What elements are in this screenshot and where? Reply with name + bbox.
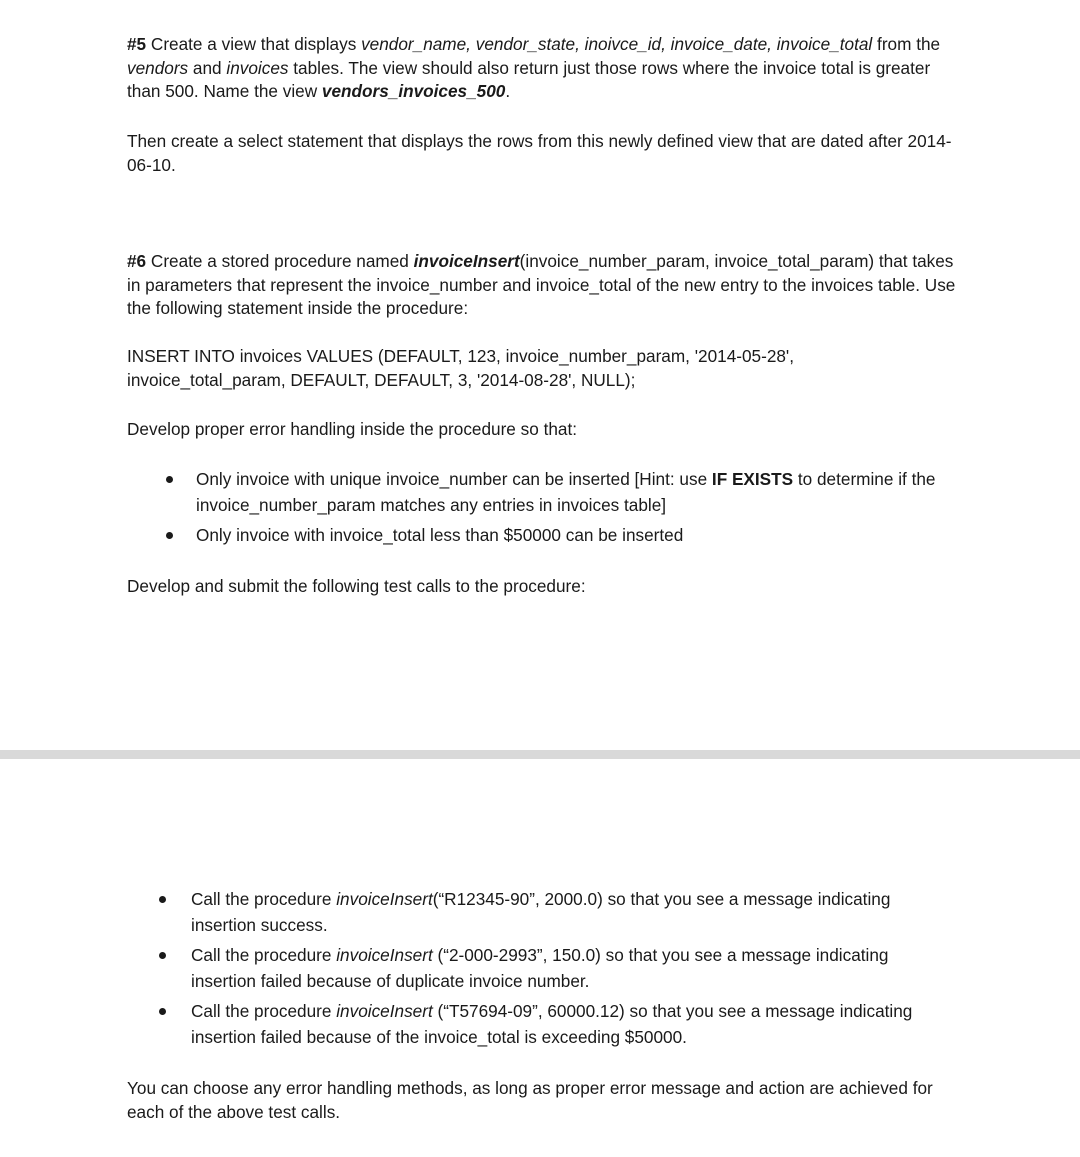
- q5-paragraph: [127, 33, 957, 104]
- q6-proc-name: invoiceInsert: [413, 251, 520, 271]
- list-item: [196, 522, 956, 548]
- q6-number: #6: [127, 251, 147, 271]
- page-separator: [0, 750, 1080, 759]
- q5-text: from the: [872, 34, 941, 54]
- list-item: [191, 886, 951, 938]
- q6-text: (invoice_number_param, invoice_total_param) that takes in parameters that represent the invoice_number and invoice_total of the new entry to the invoices table. Use the following statement inside the procedure:: [127, 251, 956, 318]
- q5-text: and: [188, 57, 227, 78]
- rules-list: [196, 466, 956, 548]
- bullet-icon: [159, 896, 166, 903]
- rule-keyword: IF EXISTS: [711, 469, 794, 489]
- list-item: [191, 942, 951, 994]
- q6-paragraph: [127, 250, 957, 321]
- q5-table-invoices: invoices: [226, 57, 289, 78]
- test-proc-name: invoiceInsert: [336, 945, 433, 965]
- q5-select-paragraph: Then create a select statement that displays the rows from this newly defined view that are dated after 2014-06-10.: [127, 131, 952, 175]
- tests-intro: Develop and submit the following test calls to the procedure:: [127, 576, 586, 596]
- sql-line-2: invoice_total_param, DEFAULT, DEFAULT, 3, '2014-08-28', NULL);: [127, 369, 636, 390]
- rule-text: Only invoice with unique invoice_number can be inserted [Hint: use: [196, 469, 712, 489]
- list-item: [196, 466, 956, 518]
- closing-paragraph: You can choose any error handling methods, as long as proper error message and action are achieved for each of the above test calls.: [127, 1078, 933, 1122]
- test-text: (“R12345-90”, 2000.0) so that you see a message indicating insertion success.: [191, 889, 891, 935]
- q5-text: tables. The view should also return just those rows where the invoice total is greater than 500. Name the view: [127, 57, 931, 101]
- test-text: Call the procedure: [191, 1001, 337, 1021]
- sql-line-1: INSERT INTO invoices VALUES (DEFAULT, 123, invoice_number_param, '2014-05-28',: [127, 346, 794, 366]
- bullet-icon: [159, 952, 166, 959]
- test-text: Call the procedure: [191, 889, 337, 909]
- bullet-icon: [166, 476, 173, 483]
- q5-view-name: vendors_invoices_500: [321, 81, 506, 101]
- bullet-icon: [166, 532, 173, 539]
- q5-text: Create a view that displays: [146, 34, 362, 54]
- test-text: Call the procedure: [191, 945, 337, 965]
- rule-text: to determine if the invoice_number_param matches any entries in invoices table]: [196, 469, 936, 515]
- error-handling-intro: Develop proper error handling inside the procedure so that:: [127, 419, 578, 439]
- test-text: (“2-000-2993”, 150.0) so that you see a message indicating insertion failed because of duplicate invoice number.: [191, 945, 889, 991]
- list-item: [191, 998, 951, 1050]
- q5-table-vendors: vendors: [127, 57, 189, 78]
- rule-text: Only invoice with invoice_total less than $50000 can be inserted: [196, 525, 684, 545]
- document-page-2: [0, 759, 1080, 1157]
- test-proc-name: invoiceInsert: [336, 889, 433, 909]
- q5-number: #5: [127, 34, 147, 54]
- sql-statement: [127, 345, 957, 392]
- q5-text: .: [505, 81, 511, 101]
- test-calls-list: [191, 886, 951, 1050]
- q6-text: Create a stored procedure named: [146, 251, 414, 271]
- bullet-icon: [159, 1008, 166, 1015]
- test-proc-name: invoiceInsert: [336, 1001, 433, 1021]
- test-text: (“T57694-09”, 60000.12) so that you see a message indicating insertion failed because of the invoice_total is exceeding $50000.: [191, 1001, 913, 1047]
- q5-fields: vendor_name, vendor_state, inoivce_id, invoice_date, invoice_total: [361, 34, 873, 54]
